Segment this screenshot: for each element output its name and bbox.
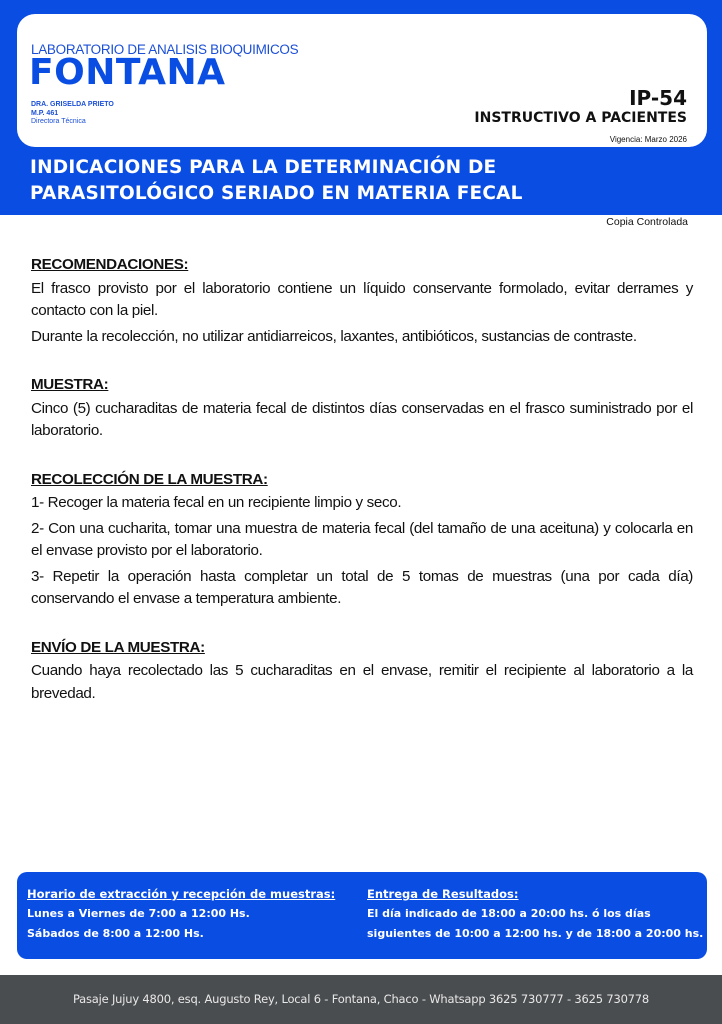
footer-contact-bar: Pasaje Jujuy 4800, esq. Augusto Rey, Local 6 - Fontana, Chaco - Whatsapp 3625 730777 - 3625 730778 xyxy=(0,975,722,1024)
extraction-hours xyxy=(27,884,335,944)
step-item: 2- Con una cucharita, tomar una muestra de materia fecal (del tamaño de una aceituna) y colocarla en el envase provisto por el laboratorio. xyxy=(31,519,693,559)
paragraph: Durante la recolección, no utilizar antidiarreicos, laxantes, antibióticos, sustancias de contraste. xyxy=(31,327,637,345)
document-code: IP-54 xyxy=(629,86,687,110)
schedule-info-box xyxy=(17,872,707,959)
lab-subtitle: LABORATORIO DE ANALISIS BIOQUIMICOS xyxy=(31,42,299,57)
section-sample xyxy=(31,374,693,443)
title-line-1: INDICACIONES PARA LA DETERMINACIÓN DE xyxy=(30,157,497,178)
director-role: Directora Técnica xyxy=(31,118,86,125)
section-collection xyxy=(31,469,693,611)
step-item: 1- Recoger la materia fecal en un recipiente limpio y seco. xyxy=(31,494,402,511)
results-title: Entrega de Resultados: xyxy=(367,887,519,901)
results-delivery xyxy=(367,884,703,944)
paragraph: El frasco provisto por el laboratorio contiene un líquido conservante formolado, evitar derrames y contacto con la piel. xyxy=(31,279,693,319)
title-line-2: PARASITOLÓGICO SERIADO EN MATERIA FECAL xyxy=(30,183,523,204)
document-type: INSTRUCTIVO A PACIENTES xyxy=(474,110,687,126)
instructions-content xyxy=(31,254,693,731)
results-line-2: siguientes de 10:00 a 12:00 hs. y de 18:00 a 20:00 hs. xyxy=(367,927,704,940)
controlled-copy-note: Copia Controlada xyxy=(606,216,688,228)
paragraph: Cinco (5) cucharaditas de materia fecal de distintos días conservadas en el frasco suministrado por el laboratorio. xyxy=(31,399,693,439)
validity-date: Vigencia: Marzo 2026 xyxy=(609,135,687,144)
section-title: RECOLECCIÓN DE LA MUESTRA: xyxy=(31,470,268,488)
director-license: M.P. 461 xyxy=(31,109,59,117)
hours-saturday: Sábados de 8:00 a 12:00 Hs. xyxy=(27,927,204,940)
director-name: DRA. GRISELDA PRIETO xyxy=(31,101,114,108)
header-card xyxy=(17,14,707,147)
hours-title: Horario de extracción y recepción de muestras: xyxy=(27,887,336,901)
section-title: MUESTRA: xyxy=(31,376,109,393)
section-delivery xyxy=(31,637,693,706)
section-recommendations xyxy=(31,254,693,348)
lab-logo-name: FONTANA xyxy=(29,52,226,93)
section-title: RECOMENDACIONES: xyxy=(31,256,189,273)
hours-weekdays: Lunes a Viernes de 7:00 a 12:00 Hs. xyxy=(27,907,250,920)
results-line-1: El día indicado de 18:00 a 20:00 hs. ó los días xyxy=(367,907,651,920)
section-title: ENVÍO DE LA MUESTRA: xyxy=(31,638,205,656)
paragraph: Cuando haya recolectado las 5 cucharaditas en el envase, remitir el recipiente al laboratorio a la brevedad. xyxy=(31,662,693,702)
step-item: 3- Repetir la operación hasta completar un total de 5 tomas de muestras (una por cada día) conservando el envase a temperatura ambiente. xyxy=(31,567,693,607)
director-info xyxy=(31,101,114,127)
page-title xyxy=(30,155,690,207)
